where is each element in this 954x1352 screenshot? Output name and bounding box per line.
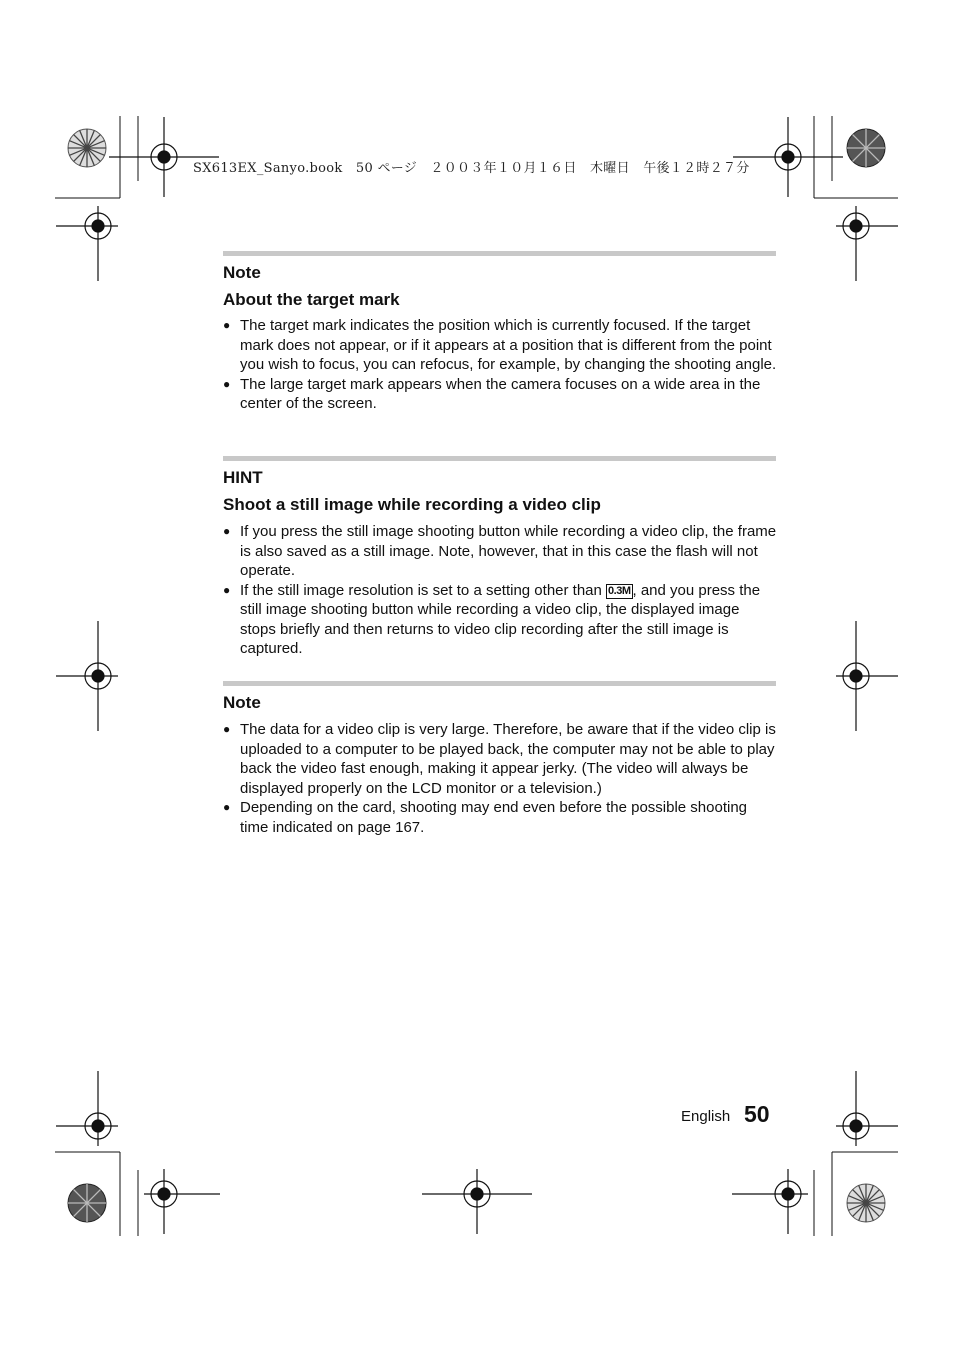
section-divider (223, 251, 776, 256)
bullet-dot-icon: ● (223, 376, 231, 391)
color-bar-target-icon (68, 1184, 106, 1222)
registration-mark-icon (732, 1169, 808, 1234)
bullet-dot-icon: ● (223, 524, 231, 538)
bullet-list (223, 522, 778, 659)
print-header: SX613EX_Sanyo.book 50 ページ ２００３年１０月１６日 木曜日 午後１２時２７分 (193, 161, 750, 176)
bullet-text: The large target mark appears when the camera focuses on a wide area in the center of the screen. (240, 375, 761, 412)
page-number: 50 (744, 1101, 770, 1127)
bullet-dot-icon: ● (223, 800, 231, 814)
bullet-text: The data for a video clip is very large. Therefore, be aware that if the video clip is uploaded to a computer to be played back, the computer may not be able to play back the video fast enough, making it appear jerky. (The video will always be displayed properly on the LCD monitor or a television.) (240, 721, 776, 797)
section-divider (223, 681, 776, 686)
section-label: Note (223, 263, 261, 282)
registration-mark-icon (56, 1071, 118, 1146)
bullet-dot-icon: ● (223, 318, 231, 332)
bullet-text: If you press the still image shooting button while recording a video clip, the frame is also saved as a still image. Note, however, that in this case the flash will not operate. (240, 523, 777, 579)
list-item (223, 720, 778, 798)
list-item (223, 522, 778, 581)
registration-mark-icon (56, 621, 118, 731)
color-bar-target-icon (847, 129, 885, 167)
registration-mark-icon (422, 1169, 532, 1234)
registration-mark-icon (144, 1169, 220, 1234)
bullet-text: Depending on the card, shooting may end even before the possible shooting time indicated on page 167. (240, 799, 748, 836)
footer-language: English (681, 1108, 731, 1125)
bullet-list (223, 316, 778, 414)
list-item (223, 316, 778, 375)
resolution-0.3m-icon: 0.3M (608, 584, 631, 597)
color-bar-target-icon (847, 1184, 885, 1222)
registration-mark-icon (836, 206, 898, 281)
registration-mark-icon (56, 206, 118, 281)
registration-mark-icon (836, 1071, 898, 1146)
section-heading: About the target mark (223, 290, 400, 309)
section-label: HINT (223, 468, 263, 487)
color-bar-target-icon (68, 129, 106, 167)
bullet-text-after: , and you press the still image shooting button while recording a video clip, the displayed image stops briefly and then returns to video clip recording after the still image is captured. (240, 581, 761, 657)
list-item (223, 581, 778, 659)
registration-mark-icon (836, 621, 898, 731)
section-divider (223, 456, 776, 461)
bullet-text-before: If the still image resolution is set to a setting other than (240, 581, 607, 599)
section-heading: Shoot a still image while recording a video clip (223, 495, 601, 514)
section-label: Note (223, 693, 261, 712)
bullet-dot-icon: ● (223, 582, 231, 597)
bullet-list (223, 720, 778, 837)
bullet-text: The target mark indicates the position which is currently focused. If the target mark does not appear, or if it appears at a position that is different from the point you wish to focus, you can refocus, for example, by changing the shooting angle. (240, 317, 777, 373)
list-item (223, 798, 778, 837)
list-item (223, 375, 778, 414)
bullet-dot-icon: ● (223, 722, 231, 736)
